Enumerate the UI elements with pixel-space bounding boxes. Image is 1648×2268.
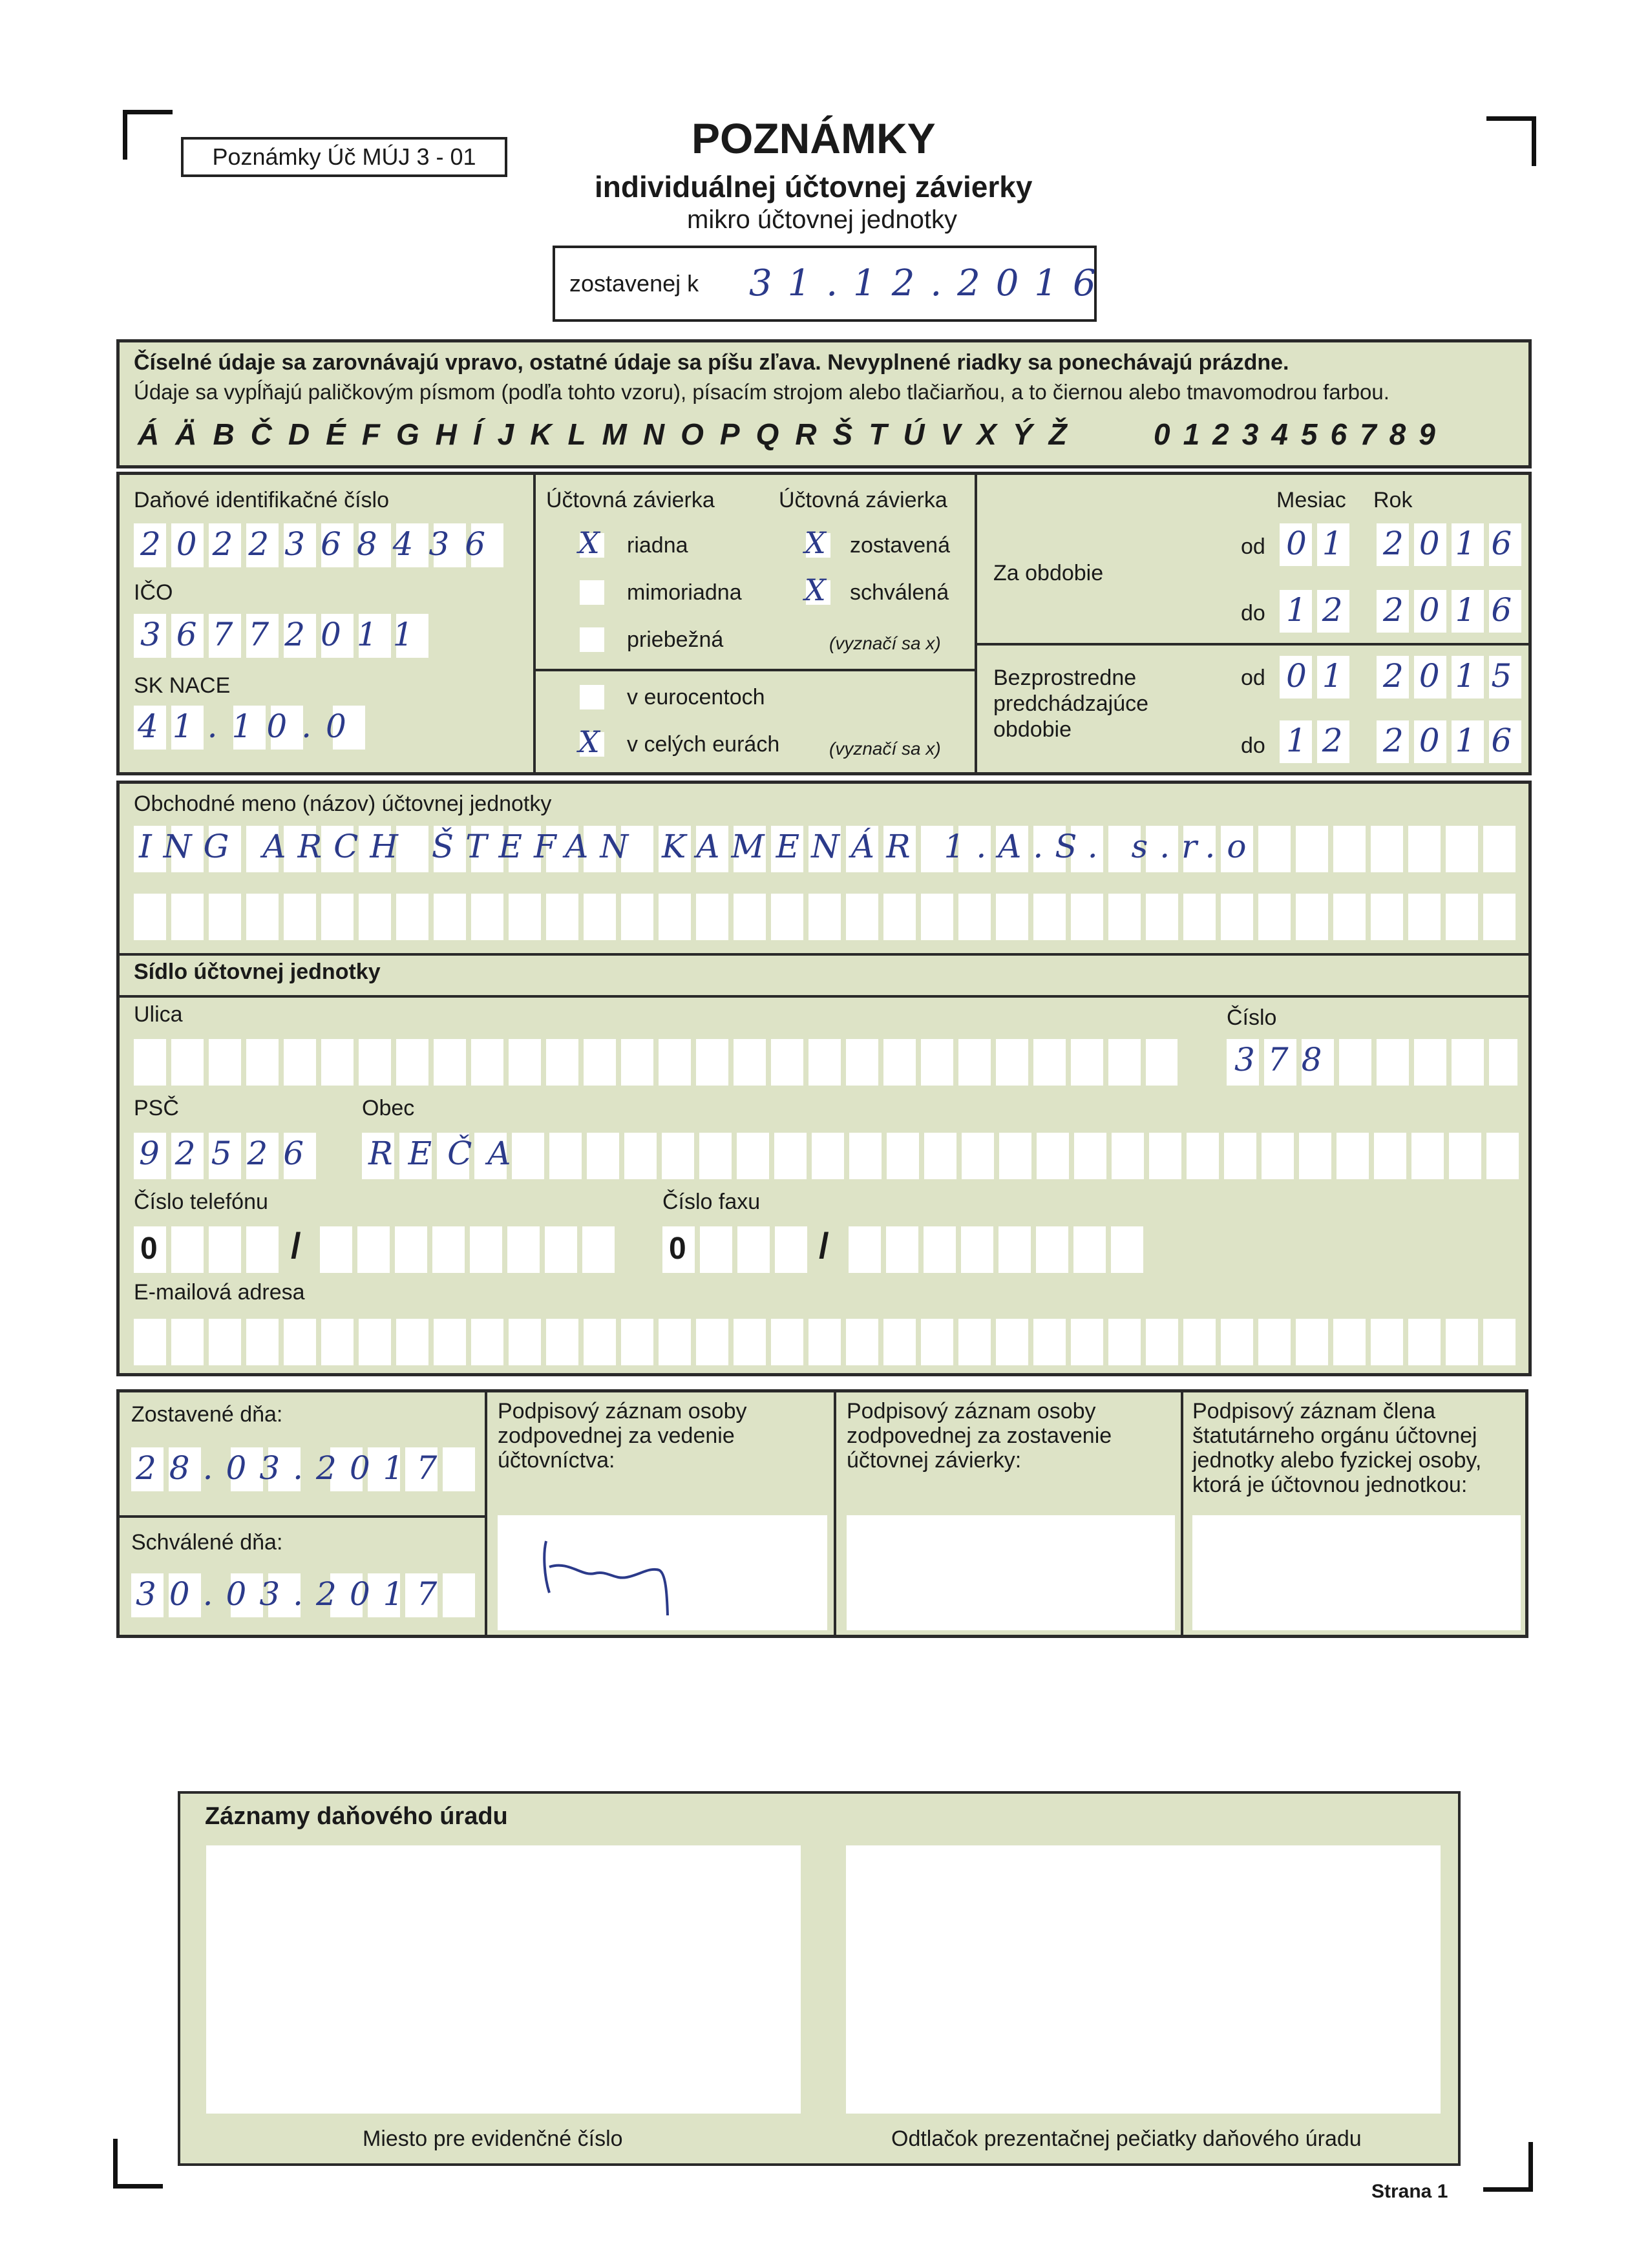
- page-number: Strana 1: [1371, 2181, 1448, 2202]
- number-value: 378: [1234, 1041, 1335, 1078]
- dic-value[interactable]: 2022368436: [140, 525, 502, 563]
- page-subtitle-2: mikro účtovnej jednotky: [687, 205, 957, 234]
- handwritten-signature: [498, 1515, 827, 1630]
- sample-letters: ÁÄBČDÉFGHÍJKLMNOPQRŠTÚVXÝŽ: [138, 417, 1083, 451]
- sig2-box[interactable]: [847, 1515, 1175, 1630]
- entity-name-label: Obchodné meno (názov) účtovnej jednotky: [134, 792, 552, 816]
- sig3-label: Podpisový záznam člena štatutárneho orgánu účtovnej jednotky alebo fyzickej osoby, ktorá je účtovnou jednotkou:: [1192, 1399, 1482, 1497]
- email-input[interactable]: [134, 1319, 1517, 1365]
- form-code: Poznámky Úč MÚJ 3 - 01: [212, 143, 476, 170]
- stamp-box[interactable]: [846, 1845, 1441, 2114]
- corner-mark-top-right: [1486, 116, 1536, 166]
- street-input[interactable]: [134, 1039, 1178, 1086]
- sample-digits: 0123456789: [1154, 417, 1448, 451]
- cur-to-month[interactable]: 12: [1286, 591, 1358, 629]
- sig1-box[interactable]: [498, 1515, 827, 1630]
- corner-mark-bottom-left: [113, 2139, 163, 2189]
- email-label: E-mailová adresa: [134, 1280, 305, 1305]
- fax-label: Číslo faxu: [662, 1190, 761, 1214]
- option-approved: schválená: [850, 580, 949, 605]
- cur-from-year[interactable]: 2016: [1383, 525, 1528, 562]
- instruction-line-1: Číselné údaje sa zarovnávajú vpravo, ostatné údaje sa píšu zľava. Nevyplnené riadky sa ponechávajú prázdne.: [134, 350, 1289, 375]
- compiled-on-label: Zostavené dňa:: [131, 1402, 283, 1427]
- checkbox-regular-mark: X: [578, 525, 600, 560]
- year-label: Rok: [1373, 488, 1413, 512]
- stamp-caption: Odtlačok prezentačnej pečiatky daňového úradu: [891, 2126, 1362, 2151]
- entity-name-row-2[interactable]: [134, 894, 1517, 940]
- entity-name-value: ING ARCH ŠTEFAN KAMENÁR 1.A.S. s.r.o: [139, 828, 1258, 865]
- option-eurocents: v eurocentoch: [627, 685, 765, 709]
- compiled-on-value[interactable]: 28.03.2017: [136, 1449, 450, 1487]
- zip-value: 92526: [139, 1135, 320, 1172]
- zip-label: PSČ: [134, 1096, 179, 1120]
- checkbox-compiled-mark: X: [805, 525, 826, 560]
- nace-value[interactable]: 41.10.0: [138, 708, 361, 745]
- seat-label: Sídlo účtovnej jednotky: [134, 960, 381, 984]
- sig2-label: Podpisový záznam osoby zodpovednej za zostavenie účtovnej závierky:: [847, 1399, 1112, 1473]
- month-label: Mesiac: [1276, 488, 1346, 512]
- mark-hint: (vyznačí sa x): [829, 633, 941, 653]
- previous-period-label-3: obdobie: [993, 717, 1072, 742]
- prev-from-month[interactable]: 01: [1286, 657, 1358, 695]
- phone-prefix: 0: [140, 1232, 158, 1266]
- city-value: REČA: [368, 1135, 527, 1172]
- checkbox-interim[interactable]: [580, 627, 604, 652]
- registration-number-box[interactable]: [206, 1845, 801, 2114]
- prev-to-label: do: [1241, 733, 1265, 758]
- instructions-panel: [116, 339, 1532, 468]
- sig3-box[interactable]: [1192, 1515, 1521, 1630]
- corner-mark-top-left: [123, 110, 173, 160]
- street-label: Ulica: [134, 1002, 183, 1027]
- fax-slash: /: [819, 1225, 829, 1266]
- tax-office-panel: [178, 1791, 1461, 2166]
- entity-panel: [116, 781, 1532, 1376]
- nace-label: SK NACE: [134, 673, 231, 698]
- compiled-label: zostavenej k: [569, 270, 699, 297]
- fax-number-input[interactable]: [849, 1226, 1146, 1273]
- number-label: Číslo: [1227, 1005, 1277, 1030]
- checkbox-approved-mark: X: [805, 572, 826, 607]
- phone-number-input[interactable]: [320, 1226, 617, 1273]
- statement-type-header-1: Účtovná závierka: [546, 488, 715, 512]
- compiled-date-value[interactable]: 31.12.2016: [749, 262, 1112, 304]
- checkbox-whole-euros-mark: X: [578, 724, 600, 759]
- checkbox-extraordinary[interactable]: [580, 580, 604, 605]
- signature-panel: [116, 1389, 1528, 1638]
- prev-from-label: od: [1241, 666, 1265, 690]
- city-label: Obec: [362, 1096, 415, 1120]
- previous-period-label-2: predchádzajúce: [993, 691, 1149, 716]
- option-compiled: zostavená: [850, 533, 950, 558]
- checkbox-eurocents[interactable]: [580, 685, 604, 709]
- identification-panel: [116, 472, 1532, 775]
- cur-from-label: od: [1241, 534, 1265, 559]
- corner-mark-bottom-right: [1483, 2142, 1533, 2192]
- registration-number-caption: Miesto pre evidenčné číslo: [363, 2126, 623, 2151]
- ico-value[interactable]: 36772011: [140, 616, 429, 653]
- form-code-box: [181, 137, 507, 177]
- page-title: POZNÁMKY: [692, 114, 936, 162]
- approved-on-value[interactable]: 30.03.2017: [136, 1575, 450, 1613]
- prev-to-month[interactable]: 12: [1286, 722, 1358, 759]
- previous-period-label-1: Bezprostredne: [993, 666, 1137, 690]
- ico-label: IČO: [134, 580, 173, 605]
- mark-hint-2: (vyznačí sa x): [829, 739, 941, 759]
- cur-from-month[interactable]: 01: [1286, 525, 1358, 562]
- cur-to-label: do: [1241, 601, 1265, 625]
- dic-label: Daňové identifikačné číslo: [134, 488, 390, 512]
- city-input[interactable]: [362, 1133, 1519, 1179]
- option-regular: riadna: [627, 533, 688, 558]
- option-extraordinary: mimoriadna: [627, 580, 742, 605]
- tax-office-title: Záznamy daňového úradu: [205, 1803, 508, 1830]
- prev-to-year[interactable]: 2016: [1383, 722, 1528, 759]
- page-subtitle: individuálnej účtovnej závierky: [595, 170, 1033, 204]
- option-whole-euros: v celých eurách: [627, 732, 780, 757]
- fax-prefix: 0: [669, 1232, 686, 1266]
- current-period-label: Za obdobie: [993, 561, 1104, 585]
- compiled-date-box: [553, 246, 1112, 322]
- approved-on-label: Schválené dňa:: [131, 1530, 283, 1555]
- phone-slash: /: [291, 1225, 301, 1266]
- phone-label: Číslo telefónu: [134, 1190, 268, 1214]
- cur-to-year[interactable]: 2016: [1383, 591, 1528, 629]
- prev-from-year[interactable]: 2015: [1383, 657, 1528, 695]
- sig1-label: Podpisový záznam osoby zodpovednej za vedenie účtovníctva:: [498, 1399, 747, 1473]
- option-interim: priebežná: [627, 627, 724, 652]
- instruction-line-2: Údaje sa vypĺňajú paličkovým písmom (podľa tohto vzoru), písacím strojom alebo tlačiarňou, a to čiernou alebo tmavomodrou farbou.: [134, 380, 1389, 404]
- statement-type-header-2: Účtovná závierka: [779, 488, 947, 512]
